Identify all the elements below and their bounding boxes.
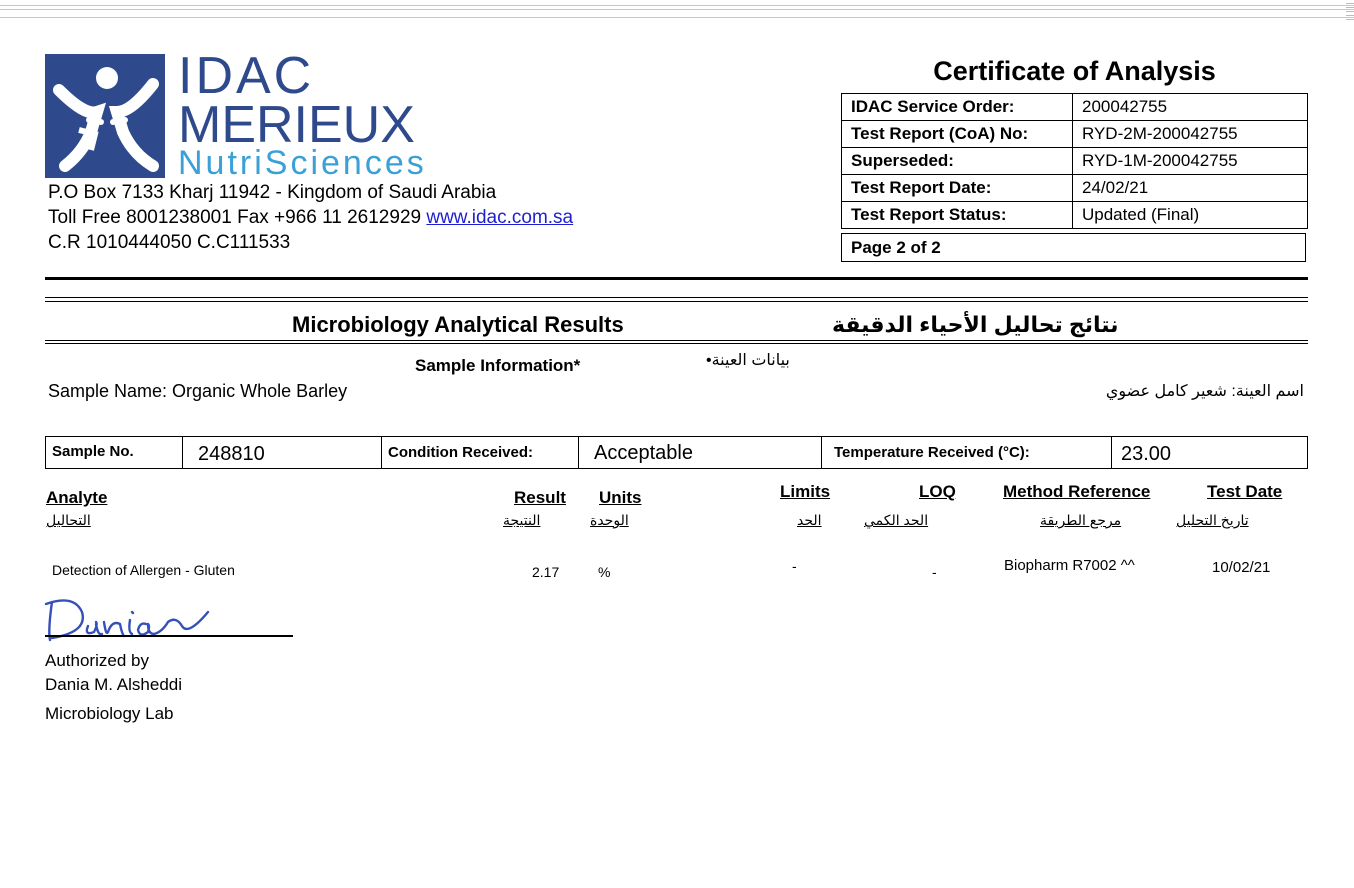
header-method-reference: Method Reference [1003, 482, 1151, 501]
grip-icon[interactable] [1346, 0, 1354, 30]
header-units: Units [599, 488, 642, 507]
service-order-value: 200042755 [1073, 94, 1308, 121]
divider [45, 277, 1308, 280]
sample-no-label: Sample No. [52, 443, 134, 460]
result-value: 2.17 [532, 564, 560, 580]
report-status-value: Updated (Final) [1073, 202, 1308, 229]
cell-divider [381, 437, 382, 468]
report-date-value: 24/02/21 [1073, 175, 1308, 202]
report-date-label: Test Report Date: [842, 175, 1073, 202]
condition-label: Condition Received: [388, 444, 534, 461]
test-date-value: 10/02/21 [1212, 559, 1271, 576]
logo-text-merieux: MERIEUX [178, 96, 415, 154]
sample-no-value: 248810 [198, 443, 265, 465]
address-line: P.O Box 7133 Kharj 11942 - Kingdom of Saudi Arabia [48, 182, 497, 203]
cell-divider [578, 437, 579, 468]
superseded-label: Superseded: [842, 148, 1073, 175]
temperature-value: 23.00 [1121, 443, 1172, 465]
sample-information-label: Sample Information* [415, 356, 581, 375]
cell-divider [821, 437, 822, 468]
section-title-arabic: نتائج تحاليل الأحياء الدقيقة [832, 312, 1119, 337]
top-border-line [0, 9, 1354, 10]
phone-fax-text: Toll Free 8001238001 Fax +966 11 2612929 [48, 207, 427, 228]
header-method-reference-arabic: مرجع الطريقة [1040, 512, 1122, 528]
divider [45, 297, 1308, 298]
analyte-value: Detection of Allergen - Gluten [52, 562, 235, 578]
superseded-value: RYD-1M-200042755 [1073, 148, 1308, 175]
table-row [842, 202, 1308, 229]
page-indicator: Page 2 of 2 [841, 233, 1306, 262]
method-reference-value: Biopharm R7002 ^^ [1004, 557, 1135, 574]
header-limits: Limits [780, 482, 831, 501]
table-row [842, 94, 1308, 121]
header-analyte: Analyte [46, 488, 108, 507]
logo-text-idac: IDAC [178, 47, 315, 105]
top-border-line [0, 5, 1354, 6]
table-row [842, 121, 1308, 148]
temperature-label: Temperature Received (°C): [834, 444, 1030, 461]
table-row [842, 148, 1308, 175]
website-link[interactable]: www.idac.com.sa [426, 207, 574, 228]
registration-line: C.R 1010444050 C.C111533 [48, 232, 291, 253]
report-no-label: Test Report (CoA) No: [842, 121, 1073, 148]
divider [45, 340, 1308, 341]
signatory-name: Dania M. Alsheddi [45, 675, 183, 694]
header-result: Result [514, 488, 566, 507]
sample-information-label-arabic: بيانات العينة• [706, 352, 790, 369]
cell-divider [182, 437, 183, 468]
divider [45, 343, 1308, 344]
sample-name: Sample Name: Organic Whole Barley [48, 381, 348, 401]
company-logo-mark [45, 54, 165, 178]
table-row [842, 175, 1308, 202]
cell-divider [1111, 437, 1112, 468]
header-test-date: Test Date [1207, 482, 1283, 501]
header-loq: LOQ [919, 482, 956, 501]
loq-value: - [932, 564, 937, 580]
contact-line [48, 208, 573, 227]
divider [45, 301, 1308, 302]
header-analyte-arabic: التحاليل [46, 512, 91, 528]
sample-name-arabic: اسم العينة: شعير كامل عضوي [1105, 383, 1304, 400]
header-loq-arabic: الحد الكمي [864, 512, 929, 528]
authorized-by-label: Authorized by [45, 651, 149, 670]
handwritten-signature [44, 592, 214, 646]
signature-line [45, 635, 293, 637]
service-order-label: IDAC Service Order: [842, 94, 1073, 121]
limits-value: - [792, 558, 797, 574]
figure-logo-icon [45, 54, 165, 178]
sample-info-row [45, 436, 1308, 469]
header-result-arabic: النتيجة [503, 512, 541, 528]
top-border-line [0, 17, 1354, 18]
report-no-value: RYD-2M-200042755 [1073, 121, 1308, 148]
certificate-title: Certificate of Analysis [933, 56, 1216, 86]
condition-value: Acceptable [594, 442, 693, 464]
section-title: Microbiology Analytical Results [292, 312, 624, 337]
units-value: % [598, 564, 611, 580]
signatory-department: Microbiology Lab [45, 704, 174, 723]
report-status-label: Test Report Status: [842, 202, 1073, 229]
logo-text-nutrisciences: NutriSciences [178, 144, 427, 182]
certificate-info-table [841, 93, 1308, 229]
header-test-date-arabic: تاريخ التحليل [1176, 512, 1249, 528]
header-units-arabic: الوحدة [590, 512, 629, 528]
header-limits-arabic: الحد [797, 512, 822, 528]
